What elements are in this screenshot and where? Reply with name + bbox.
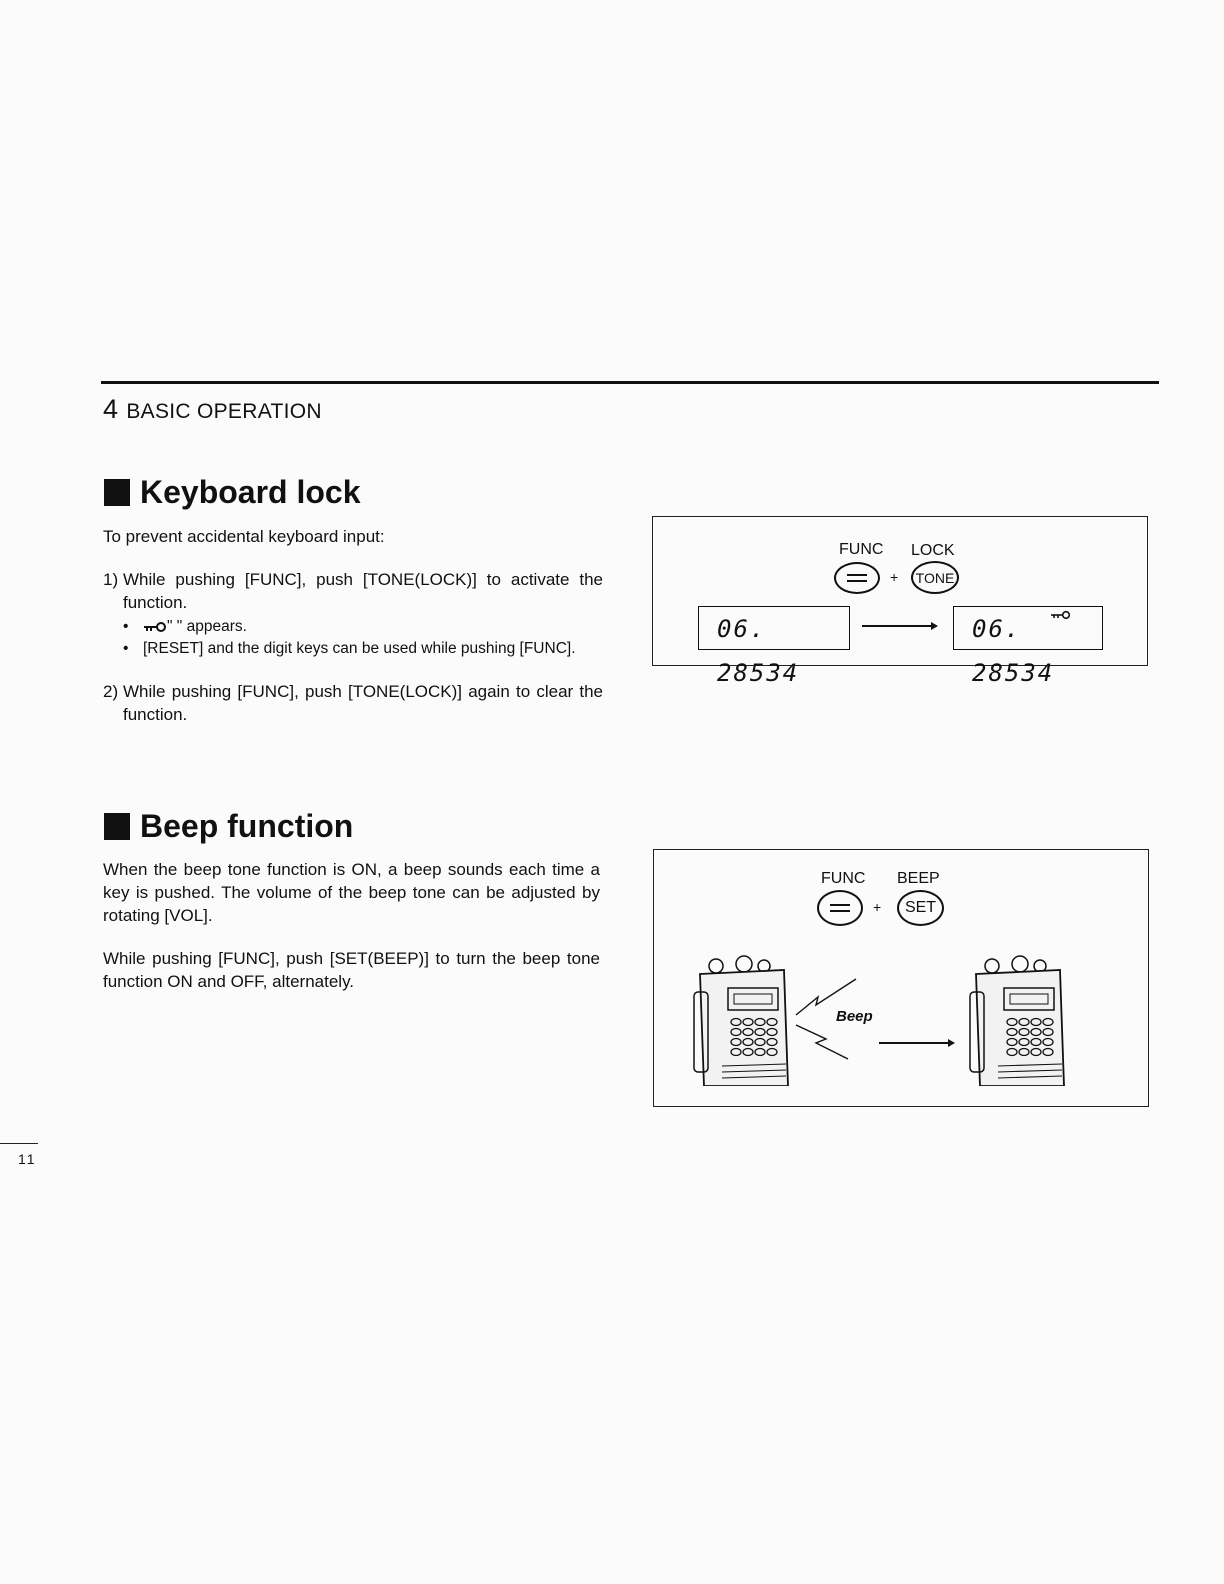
plus-sign: + <box>890 569 899 585</box>
step-number: 1) <box>103 570 119 589</box>
chapter-heading <box>103 394 322 425</box>
plus-sign: + <box>873 899 882 915</box>
lock-label: LOCK <box>911 542 955 559</box>
set-key: SET <box>897 890 944 926</box>
func-key-icon <box>834 562 880 594</box>
beep-word: Beep <box>836 1008 873 1025</box>
keyboard-lock-body <box>103 525 603 726</box>
bullet-item <box>123 616 603 638</box>
beep-function-title <box>104 808 353 845</box>
keyboard-lock-title <box>104 474 361 511</box>
page-number-rule <box>0 1143 38 1144</box>
step-text: While pushing [FUNC], push [TONE(LOCK)] again to clear the function. <box>123 682 603 724</box>
func-label: FUNC <box>821 870 866 887</box>
bullet-text: " " appears. <box>167 618 247 635</box>
radio-transceiver-icon <box>692 952 792 1086</box>
keyboard-lock-intro: To prevent accidental keyboard input: <box>103 527 385 546</box>
func-key-icon <box>817 890 863 926</box>
step-text: While pushing [FUNC], push [TONE(LOCK)] to activate the function. <box>123 570 603 612</box>
lcd-locked-text: 06. 28534 <box>972 615 1055 687</box>
beep-paragraph-1: When the beep tone function is ON, a beep sounds each time a key is pushed. The volume of the beep tone can be adjusted by rotating [VOL]. <box>103 860 600 925</box>
key-lock-icon <box>143 621 167 633</box>
beep-label: BEEP <box>897 870 940 887</box>
keyboard-lock-title-text: Keyboard lock <box>140 474 361 510</box>
bullet-text: [RESET] and the digit keys can be used while pushing [FUNC]. <box>143 640 576 657</box>
bullet-item <box>123 638 603 660</box>
beep-function-title-text: Beep function <box>140 808 354 844</box>
func-key-bars-icon <box>846 572 868 584</box>
section-square-icon <box>104 813 130 840</box>
func-key-bars-icon <box>829 902 851 914</box>
beep-function-body <box>103 858 600 993</box>
arrow-right-icon <box>861 620 939 632</box>
bullet-dot: • <box>123 618 129 635</box>
key-lock-icon <box>1050 610 1072 620</box>
lcd-display-unlocked: 06. 28534 <box>698 606 850 650</box>
arrow-right-icon <box>878 1037 956 1049</box>
func-label: FUNC <box>839 541 884 558</box>
keyboard-lock-diagram <box>652 516 1148 687</box>
chapter-number: 4 <box>103 394 119 424</box>
page-number: 11 <box>18 1151 37 1167</box>
step-1 <box>103 568 603 614</box>
section-square-icon <box>104 479 130 506</box>
tone-key: TONE <box>911 561 959 594</box>
chapter-title: BASIC OPERATION <box>126 400 322 423</box>
step-2 <box>103 680 603 726</box>
header-rule <box>101 381 1159 384</box>
beep-paragraph-2: While pushing [FUNC], push [SET(BEEP)] to turn the beep tone function ON and OFF, alternately. <box>103 949 600 991</box>
step-number: 2) <box>103 682 119 701</box>
step-1-bullets <box>123 616 603 660</box>
bullet-dot: • <box>123 640 129 657</box>
lcd-display-locked <box>953 606 1103 687</box>
radio-transceiver-icon <box>968 952 1068 1086</box>
beep-function-diagram <box>653 849 1149 1107</box>
bullet-text-lock <box>143 616 603 638</box>
